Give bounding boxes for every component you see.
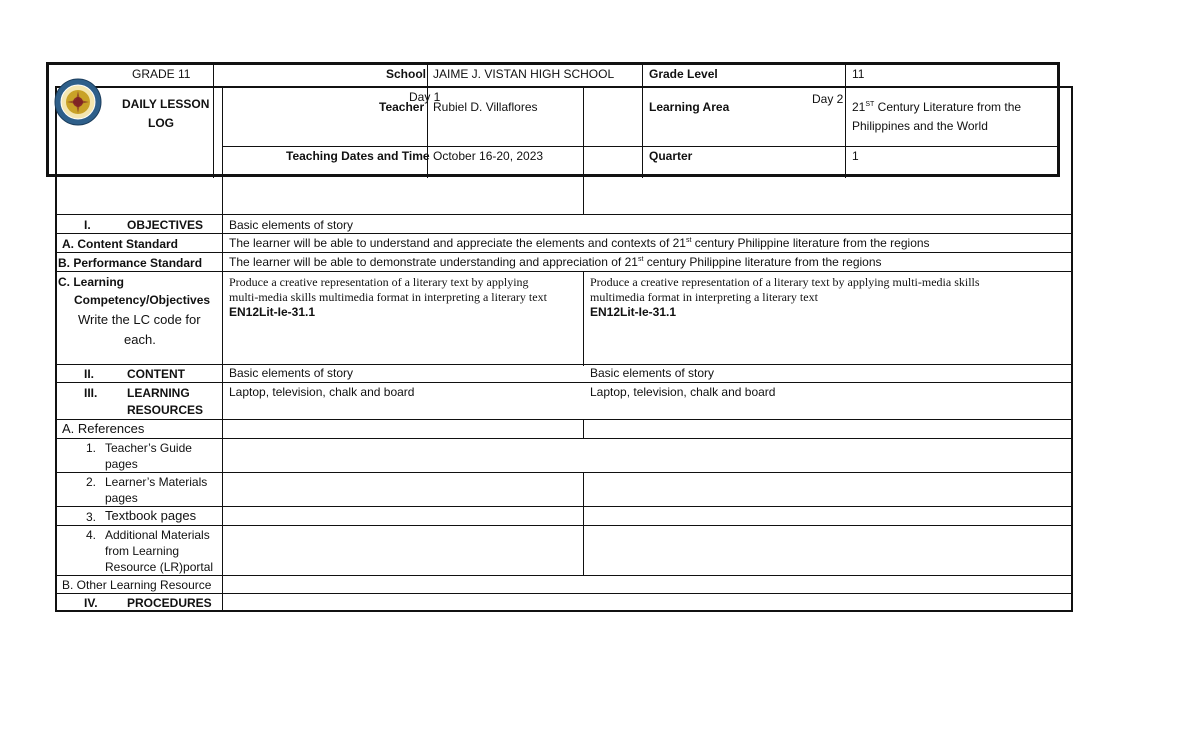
teacher-label: Teacher <box>379 100 425 114</box>
procedures-label: PROCEDURES <box>127 596 212 610</box>
resources-label-line2: RESOURCES <box>127 403 204 417</box>
content-label: CONTENT <box>127 367 185 381</box>
school-value: JAIME J. VISTAN HIGH SCHOOL <box>433 67 615 81</box>
learning-area-value-line1: 21ST Century Literature from the <box>852 100 1022 114</box>
lc-day1-code: EN12Lit-Ie-31.1 <box>229 305 316 319</box>
lc-label-line1: C. Learning <box>58 275 125 289</box>
log-label: LOG <box>148 116 174 130</box>
dates-label: Teaching Dates and Time <box>286 149 430 163</box>
objectives-value: Basic elements of story <box>229 218 354 232</box>
tb-num: 3. <box>86 510 97 524</box>
lm-label-line2: pages <box>105 491 138 505</box>
procedures-num: IV. <box>84 596 98 610</box>
teacher-value: Rubiel D. Villaflores <box>433 100 538 114</box>
quarter-label: Quarter <box>649 149 693 163</box>
lc-day2-line2: multimedia format in interpreting a literary text <box>590 290 818 304</box>
resources-num: III. <box>84 386 98 400</box>
grade-level-value: 11 <box>852 67 865 81</box>
tg-num: 1. <box>86 441 97 455</box>
school-label: School <box>386 67 427 81</box>
quarter-value: 1 <box>852 149 859 163</box>
day1-label: Day 1 <box>409 90 441 104</box>
resources-label-line1: LEARNING <box>127 386 190 400</box>
content-standard-value: The learner will be able to understand and appreciate the elements and contexts of 21st century Philippine literature from the regions <box>229 236 930 250</box>
references-label: A. References <box>62 421 145 436</box>
daily-lesson-label: DAILY LESSON <box>122 97 210 111</box>
tg-label-line1: Teacher’s Guide <box>105 441 192 455</box>
grade-level-label: Grade Level <box>649 67 718 81</box>
am-label-line3: Resource (LR)portal <box>105 560 214 574</box>
am-label-line1: Additional Materials <box>105 528 210 542</box>
performance-standard-label: B. Performance Standard <box>58 256 203 270</box>
lm-label-line1: Learner’s Materials <box>105 475 208 489</box>
deped-seal-icon <box>54 78 102 126</box>
lc-day1-line1: Produce a creative representation of a literary text by applying <box>229 275 529 289</box>
lc-day2-line1: Produce a creative representation of a literary text by applying multi-media skills <box>590 275 980 289</box>
grade-label: GRADE 11 <box>132 67 191 81</box>
performance-standard-value: The learner will be able to demonstrate understanding and appreciation of 21st century Philippine literature from the regions <box>229 255 882 269</box>
lc-day1-line2: multi-media skills multimedia format in interpreting a literary text <box>229 290 547 304</box>
lc-label-line2: Competency/Objectives <box>74 293 211 307</box>
am-num: 4. <box>86 528 97 542</box>
lc-day2-code: EN12Lit-Ie-31.1 <box>590 305 677 319</box>
day2-label: Day 2 <box>812 92 844 106</box>
resources-day2: Laptop, television, chalk and board <box>590 385 776 399</box>
lc-label-line3: Write the LC code for <box>78 312 201 327</box>
lc-label-line4: each. <box>124 332 156 347</box>
resources-day1: Laptop, television, chalk and board <box>229 385 415 399</box>
lm-num: 2. <box>86 475 97 489</box>
other-resource-label: B. Other Learning Resource <box>62 578 212 592</box>
objectives-label: OBJECTIVES <box>127 218 204 232</box>
content-standard-label: A. Content Standard <box>62 237 178 251</box>
content-day2: Basic elements of story <box>590 366 715 380</box>
tg-label-line2: pages <box>105 457 138 471</box>
objectives-num: I. <box>84 218 91 232</box>
content-num: II. <box>84 367 95 381</box>
content-day1: Basic elements of story <box>229 366 354 380</box>
dates-value: October 16-20, 2023 <box>433 149 544 163</box>
learning-area-value-line2: Philippines and the World <box>852 119 988 133</box>
learning-area-label: Learning Area <box>649 100 730 114</box>
tb-label: Textbook pages <box>105 508 197 523</box>
am-label-line2: from Learning <box>105 544 180 558</box>
